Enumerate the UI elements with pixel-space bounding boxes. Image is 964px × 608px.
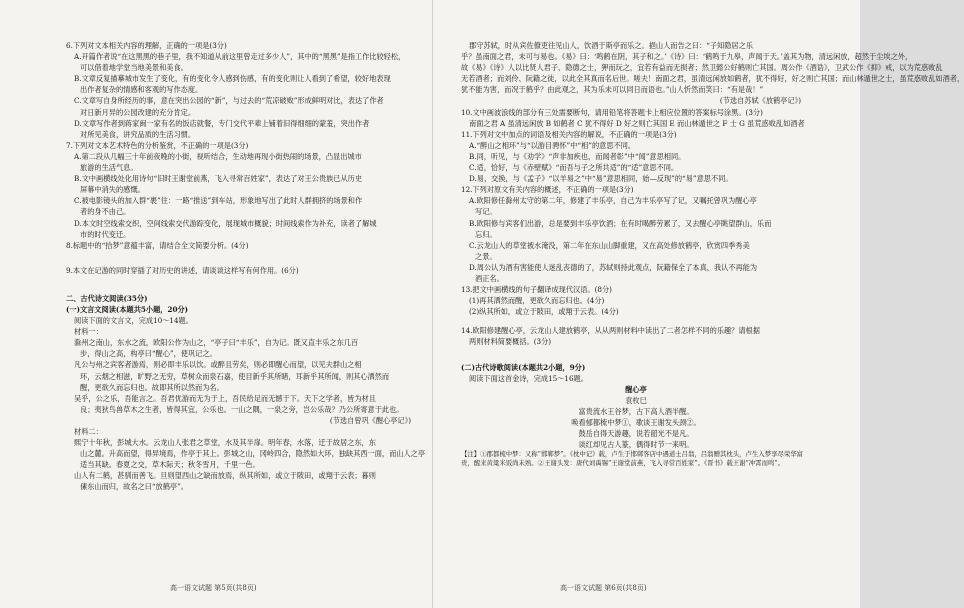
right-line: 乎？虽南面之君，未可与易也。《易》曰：‘鸣鹤在阴，其子和之。’《诗》曰：‘鹤鸣于九皋，声闻于天。’盖其为物，清远闲放，超然于尘埃之外， bbox=[461, 52, 913, 62]
poem-block bbox=[461, 384, 811, 469]
left-line: 9.本文在记游的同时穿插了对历史的讲述，请谈谈这样写有何作用。(6分) bbox=[66, 265, 299, 275]
left-line: B.文中画横线处化用诗句“旧时王谢堂前燕，飞入寻常百姓家”，表达了对王公贵族已从历史 bbox=[74, 174, 363, 184]
right-line: 14.欧阳修建醒心亭，云龙山人建放鹤亭，从从两则材料中读出了二者怎样不同的乐趣？请根据 bbox=[461, 326, 760, 336]
poem-line: 鼓岳自得天游趣，说若韶光不是凡。 bbox=[578, 429, 694, 439]
right-line: (节选自苏轼《放鹤亭记》) bbox=[719, 96, 801, 106]
left-line: 对日新月异的公园改建的充分肯定。 bbox=[80, 107, 196, 117]
poem-title: 醒心亭 bbox=[625, 384, 647, 394]
left-line: 吴乎，公之乐，吾能言之。吾君优游而无为于上，吾民给足而无憾于下。天下之学者，皆为材且 bbox=[74, 393, 376, 403]
right-line: 犹不能为害，而况于鹤乎？由此观之，其为乐未可以同日而语也。”山人忻然而笑曰：“有是哉！” bbox=[461, 85, 764, 95]
left-line: 良；夷狄鸟兽草木之生者，皆得其宜，公乐也。一山之隅，一泉之旁，岂公乐哉？乃公所寄意于此也。 bbox=[80, 404, 404, 414]
left-line: D.文章写作者到蒋家闽一家有名的饭店就餐，专门交代平辈上铺着旧得细细的蒙羞，突出作者 bbox=[74, 118, 370, 128]
left-line: 出作者复杂的情感和客观的写作态度。 bbox=[80, 85, 203, 95]
left-line: B.文章反复描摹城市发生了变化，有的变化令人感到伤感，有的变化则让人看到了希望，较好地表现 bbox=[74, 74, 391, 84]
left-line: 屏幕中消失的感慨。 bbox=[80, 185, 145, 195]
right-line: (二)古代诗歌阅读(本题共2小题，9分) bbox=[461, 362, 586, 372]
right-line bbox=[461, 348, 811, 362]
poem-lines bbox=[461, 406, 811, 450]
right-line: 两则材料简要概括。(3分) bbox=[469, 337, 552, 347]
left-line: 可以借着地学堂当地美景和美食。 bbox=[80, 63, 188, 73]
left-line: 醒，更欲久而忘归也。故即其所以然而为名。 bbox=[80, 382, 224, 392]
left-line: 二、古代诗文阅读(35分) bbox=[66, 293, 148, 303]
left-line: C.被电影镜头的加入群“裹”住：一路“推送”到车站，形象地写出了此时人群拥挤的场景和作 bbox=[74, 196, 363, 206]
left-line: A.第二段从几幅三十年前夜晚的小街，视听结合，生动地再现小街热闹的场景，凸显出城市 bbox=[74, 151, 362, 161]
footer-page-6: 高一语文试题 第6页(共8页) bbox=[560, 584, 647, 592]
left-line bbox=[66, 276, 421, 290]
right-line: 13.把文中画横线的句子翻译成现代汉语。(8分) bbox=[461, 285, 612, 295]
page-fold-line bbox=[432, 0, 433, 608]
page-5-content bbox=[66, 40, 426, 595]
right-line: 12.下列对原文有关内容的概述，不正确的一项是(3分) bbox=[461, 185, 634, 195]
right-line: 11.下列对文中加点的词语及相关内容的解说，不正确的一项是(3分) bbox=[461, 129, 677, 139]
right-line: 故《易》《诗》人以比贤人君子、隐德之士，狎而玩之，宜若有益而无损者；然卫懿公好鹤则亡其国。周公作《酒诰》，卫武公作《抑》戒，以为荒惑败乱 bbox=[461, 63, 943, 73]
left-line: 材料一： bbox=[74, 327, 103, 337]
right-line: 写记。 bbox=[475, 207, 497, 217]
right-line: 之景。 bbox=[475, 251, 497, 261]
poem-line: 谈红却见古人篆，偶得时节一来明。 bbox=[578, 440, 694, 450]
footer-page-5: 高一语文试题 第5页(共8页) bbox=[170, 584, 257, 592]
right-line: 忘归。 bbox=[475, 229, 497, 239]
poem-line: 富贵流水王谷梦，古下高人酒半醒。 bbox=[578, 406, 694, 416]
left-line: (节选自曾巩《醒心亭记》) bbox=[329, 415, 411, 425]
right-line: D.周公认为酒有害能使人迷乱丧德的了，苏轼则持此观点，阮籍保全了本真，我认不再能为 bbox=[469, 262, 758, 272]
poem-note: 【注】①郡都梳中梦：又称“邯郸梦”。《枕中记》载，卢生于邯郸客店中遇道士吕翁，吕翁赠其枕头，卢生入梦享尽荣华富贵，醒来黄粱米饭尚未熟。②王谢头发：唐代刘禹锡“王谢堂前燕，飞入寻常百姓家”。《晋书》载王谢“冲霄而鸣”。 bbox=[461, 450, 804, 468]
left-line: 傃东山而归，故名之曰“放鹤亭”。 bbox=[80, 482, 188, 492]
left-line: 者的身不由己。 bbox=[80, 207, 131, 217]
right-line: C.云龙山人的草堂被水淹没，第二年在东山山脚重建，又在高处修放鹤亭，欣赏四季秀美 bbox=[469, 240, 750, 250]
left-line: 环，云烟之相滋，旷野之无穷，草树众而泉石嘉，使目新乎其所睹，耳新乎其所闻，则其心洒然而 bbox=[80, 371, 390, 381]
left-line: C.文章写自身所经历的事，意在突出公园的“新”，与过去的“荒凉破败”形成鲜明对比，表达了作者 bbox=[74, 96, 384, 106]
left-line: 山之麓。升高而望，得异境焉，作亭于其上。彭城之山，冈岭四合，隐然如大环，独缺其西一面，而山人之亭 bbox=[80, 449, 426, 459]
left-line: 滁州之南山，东水之流，欧阳公作为山之，“亭子曰“丰乐”，自为记。既又直丰乐之东几百 bbox=[74, 338, 359, 348]
right-line: (2)纵其所如，或立于陂田，或翔于云表。(4分) bbox=[469, 307, 619, 317]
left-line: 凡公与州之宾客者游焉，则必即丰乐以饮。或醉且劳矣，则必即醒心而望，以见夫群山之相 bbox=[74, 360, 362, 370]
right-line: 10.文中画波浪线的部分有三处需要断句，请用铅笔将答题卡上相应位置的答案标号涂黑。(3分) bbox=[461, 107, 763, 117]
right-line: A.“醉山之相环”与“以游目骋怀”中“相”的意思不同。 bbox=[469, 140, 636, 150]
right-line: C.适，恰好，与《赤壁赋》“而吾与子之所共适”的“适”意思不同。 bbox=[469, 163, 679, 173]
left-line: A.开篇作者说“在这黑黑的巷子里，我不知道从前这里曾走过多少人”，其中的“黑黑”是指工作比较轻松， bbox=[74, 52, 406, 62]
right-line: 郡守苏轼，时从宾佐僚吏往见山人，饮酒于斯亭而乐之。挹山人而告之曰：“子知隐居之乐 bbox=[469, 41, 753, 50]
left-line: 对所见美食，讲究品质的生活习惯。 bbox=[80, 129, 196, 139]
left-line: (一)文言文阅读(本题共5小题，20分) bbox=[66, 304, 189, 314]
left-line: 山人有二鹤，甚驯而善飞。旦则望西山之缺而放焉，纵其所如，或立于陂田，或翔于云表；暮则 bbox=[74, 471, 376, 481]
right-line: 酒正名。 bbox=[475, 273, 504, 283]
right-line: 阅读下面这首金诗，完成15～16题。 bbox=[469, 373, 588, 383]
right-line: B.同，听见，与《劝学》“声非加疾也，而闻者彰”中“闻”意思相同。 bbox=[469, 151, 686, 161]
left-line: 6.下列对文本相关内容的理解，正确的一项是(3分) bbox=[66, 41, 227, 50]
left-line: 7.下列对文本艺术特色的分析鉴赏，不正确的一项是(3分) bbox=[66, 140, 249, 150]
left-line: 熙宁十年秋，彭城大水。云龙山人张君之草堂，水及其半扉。明年春，水落，迁于故居之东，东 bbox=[74, 438, 376, 448]
left-line: 步，得山之高，构亭曰“醒心”，使巩记之。 bbox=[80, 349, 217, 359]
poem-line: 唤看郁都梳中梦①，歌谈王谢发头颈②。 bbox=[571, 418, 701, 427]
right-line bbox=[461, 317, 811, 325]
left-line: 阅读下面的文言文，完成10～14题。 bbox=[74, 316, 193, 326]
right-line: A.欧阳修任滁州太守的第二年，修建了丰乐亭，自己为丰乐亭写了记，又嘱托曾巩为醒心亭 bbox=[469, 196, 757, 206]
right-line: D.易，交换，与《孟子》“以羊易之”中“易”意思相同，始—反现”的“易”意思不同。 bbox=[469, 174, 733, 184]
left-line: 适当其缺。春夏之交，草木际天；秋冬雪月，千里一色。 bbox=[80, 460, 260, 470]
page-6-content bbox=[461, 40, 964, 595]
left-line: D.本文时空线索交织，空间线索交代游踪变化，展现城市概貌；时间线索作为补充，读者了解城 bbox=[74, 218, 377, 228]
left-line: 旅游的生活气息。 bbox=[80, 163, 138, 173]
left-line: 材料二： bbox=[74, 427, 103, 436]
right-line: (1)再其洒然而醒，更欲久而忘归也。(4分) bbox=[469, 296, 605, 306]
right-line: 无若酒者；而刘伶、阮籍之徒，以此全其真而名后世。嗟夫！南面之君，虽清远闲放如鹤者，犹不得好，好之则亡其国；而山林遁世之士，虽荒惑败乱如酒者， bbox=[461, 74, 964, 84]
left-line: 市的时代变迁。 bbox=[80, 229, 131, 239]
left-line bbox=[66, 251, 421, 265]
right-line: 南面之君 A 虽清远闲放 B 如鹤者 C 犹不得好 D 好之则亡其国 E 而山林遁世之 F 士 G 虽荒惑败乱如酒者 bbox=[469, 118, 805, 128]
left-line: 8.标题中的“拾梦”意蕴丰富，请结合全文简要分析。(4分) bbox=[66, 240, 249, 250]
page-6-text bbox=[461, 40, 964, 384]
right-line: B.欧阳修与宾客们出游，总是要到丰乐亭饮酒；在有时喝醉劳累了，又去醒心亭眺望群山，乐而 bbox=[469, 218, 772, 228]
poem-author: 袁枚巳 bbox=[625, 395, 647, 405]
